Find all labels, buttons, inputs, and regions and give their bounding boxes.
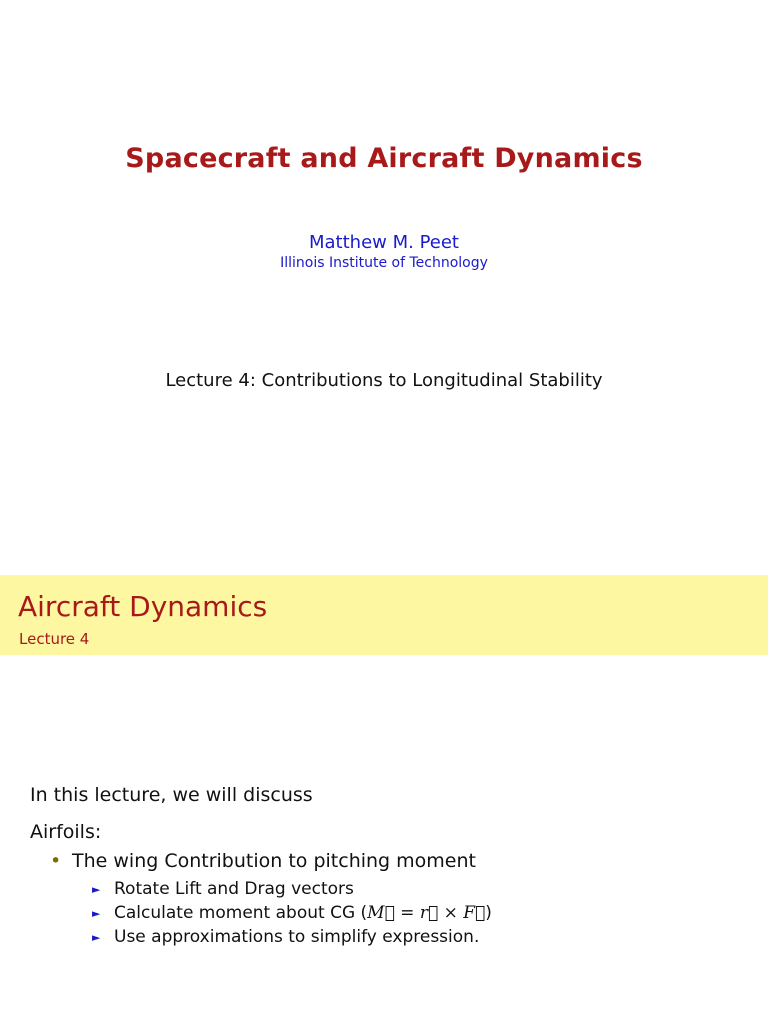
- sub-bullet-item: [92, 902, 492, 926]
- content-slide: [0, 575, 768, 1024]
- sub-bullet-item: [92, 926, 492, 950]
- triangle-bullet-icon: ►: [92, 907, 101, 920]
- author-name: Matthew M. Peet: [309, 232, 459, 253]
- intro-text: In this lecture, we will discuss: [30, 784, 313, 806]
- sub-bullet-text: [114, 902, 492, 925]
- frame-subtitle: Lecture 4: [19, 630, 90, 648]
- triangle-bullet-icon: ►: [92, 883, 101, 896]
- sub-bullet-text: Use approximations to simplify expression.: [114, 927, 480, 947]
- sub-bullet-text: Rotate Lift and Drag vectors: [114, 879, 354, 899]
- presentation-title: Spacecraft and Aircraft Dynamics: [125, 143, 643, 174]
- sub-bullet-text-suffix: ): [485, 903, 492, 923]
- frame-header: [0, 575, 768, 655]
- bullet-text: The wing Contribution to pitching moment: [72, 850, 476, 872]
- sub-bullet-list: [92, 878, 492, 950]
- lecture-subtitle: Lecture 4: Contributions to Longitudinal Stability: [165, 370, 603, 391]
- bullet-dot-icon: •: [50, 850, 62, 872]
- bullet-item: [50, 850, 476, 872]
- frame-title: Aircraft Dynamics: [18, 590, 268, 623]
- section-label: Airfoils:: [30, 821, 102, 843]
- sub-bullet-text-prefix: Calculate moment about CG (: [114, 903, 368, 923]
- moment-equation: M⃗ = r⃗ × F⃗: [367, 903, 486, 923]
- sub-bullet-item: [92, 878, 492, 902]
- triangle-bullet-icon: ►: [92, 931, 101, 944]
- author-affiliation: Illinois Institute of Technology: [280, 255, 488, 271]
